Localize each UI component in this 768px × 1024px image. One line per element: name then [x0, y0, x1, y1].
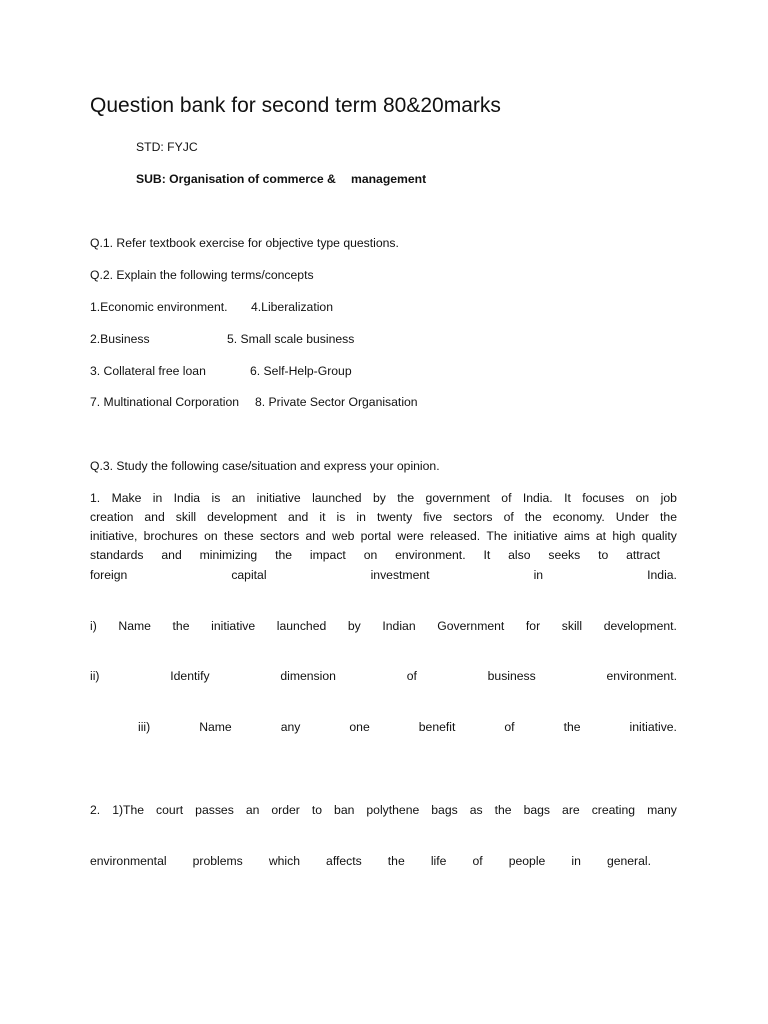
word: initiative	[211, 619, 256, 633]
term-right: 8. Private Sector Organisation	[255, 395, 418, 409]
sub-question-i	[90, 617, 677, 636]
word: business	[487, 669, 536, 683]
std-label: STD: FYJC	[136, 140, 198, 154]
word: the	[172, 619, 190, 633]
word: five	[423, 510, 443, 524]
term-left: 2.Business	[90, 332, 150, 346]
word: court	[156, 803, 184, 817]
word: Under	[615, 510, 649, 524]
word: the	[387, 854, 405, 868]
word: the	[524, 510, 542, 524]
word: and	[288, 510, 309, 524]
sub-question-ii	[90, 667, 677, 686]
word: were	[397, 529, 424, 543]
word: Name	[199, 720, 232, 734]
subject-label-suffix: management	[351, 172, 427, 186]
word: is	[211, 491, 221, 505]
word: web	[332, 529, 355, 543]
word: creating	[591, 803, 636, 817]
word: portal	[360, 529, 392, 543]
word: the	[397, 491, 415, 505]
word: ii)	[90, 669, 100, 683]
sub-question-iii	[138, 718, 677, 737]
word: development.	[603, 619, 677, 633]
word: order	[271, 803, 300, 817]
word: on	[635, 491, 650, 505]
word: the	[660, 510, 677, 524]
case2-line	[90, 852, 651, 871]
word: sectors	[259, 529, 300, 543]
word: 1.	[90, 491, 101, 505]
word: released.	[430, 529, 481, 543]
word: of	[501, 491, 512, 505]
word: Name	[118, 619, 151, 633]
word: passes	[195, 803, 234, 817]
word: these	[223, 529, 254, 543]
word: 2.	[90, 803, 101, 817]
word: polythene	[366, 803, 420, 817]
term-right: 6. Self-Help-Group	[250, 364, 352, 378]
word: on	[204, 529, 218, 543]
case1-line	[90, 546, 660, 565]
word: environment.	[606, 669, 677, 683]
word: aims	[563, 529, 590, 543]
word: initiative,	[90, 529, 138, 543]
word: attract	[626, 548, 660, 562]
question-1: Q.1. Refer textbook exercise for objective type questions.	[90, 236, 399, 250]
word: initiative	[256, 491, 301, 505]
word: on	[363, 548, 378, 562]
word: i)	[90, 619, 97, 633]
case1-line	[90, 527, 677, 546]
word: also	[508, 548, 531, 562]
term-left: 1.Economic environment.	[90, 300, 228, 314]
word: the	[563, 720, 581, 734]
word: 1)The	[112, 803, 145, 817]
word: and	[144, 510, 165, 524]
word: Make	[111, 491, 142, 505]
word: India.	[522, 491, 553, 505]
word: one	[349, 720, 370, 734]
word: any	[280, 720, 301, 734]
word: bags	[523, 803, 551, 817]
word: to	[311, 803, 323, 817]
case1-line	[90, 566, 677, 585]
word: It	[564, 491, 571, 505]
word: standards	[90, 548, 144, 562]
word: It	[483, 548, 491, 562]
word: are	[562, 803, 580, 817]
word: creation	[90, 510, 134, 524]
word: seeks	[548, 548, 581, 562]
word: environmental	[90, 854, 167, 868]
word: foreign	[90, 568, 128, 582]
word: twenty	[376, 510, 413, 524]
case2-line	[90, 801, 677, 820]
word: affects	[326, 854, 362, 868]
page-title: Question bank for second term 80&20marks	[90, 94, 501, 117]
word: at	[595, 529, 607, 543]
word: and	[161, 548, 182, 562]
word: economy.	[552, 510, 605, 524]
word: launched	[276, 619, 327, 633]
word: Identify	[170, 669, 210, 683]
word: iii)	[138, 720, 151, 734]
word: of	[406, 669, 417, 683]
word: The	[486, 529, 508, 543]
word: by	[372, 491, 386, 505]
word: skill	[175, 510, 197, 524]
word: of	[503, 510, 514, 524]
word: it	[319, 510, 326, 524]
term-right: 5. Small scale business	[227, 332, 355, 346]
question-3: Q.3. Study the following case/situation and express your opinion.	[90, 459, 440, 473]
word: India.	[647, 568, 677, 582]
question-2: Q.2. Explain the following terms/concepts	[90, 268, 314, 282]
word: benefit	[418, 720, 456, 734]
word: Indian	[382, 619, 416, 633]
case1-line	[90, 508, 677, 527]
word: which	[268, 854, 300, 868]
term-left: 7. Multinational Corporation	[90, 395, 240, 409]
case1-line	[90, 489, 677, 508]
word: and	[305, 529, 326, 543]
term-right: 4.Liberalization	[251, 300, 333, 314]
word: focuses	[582, 491, 625, 505]
word: people	[508, 854, 546, 868]
word: an	[245, 803, 260, 817]
word: bags	[431, 803, 458, 817]
word: in	[356, 510, 366, 524]
word: problems	[192, 854, 243, 868]
word: launched	[312, 491, 362, 505]
word: skill	[561, 619, 583, 633]
term-left: 3. Collateral free loan	[90, 364, 206, 378]
word: initiative	[513, 529, 558, 543]
word: high	[612, 529, 636, 543]
word: the	[494, 803, 512, 817]
word: minimizing	[199, 548, 258, 562]
word: India	[173, 491, 201, 505]
word: initiative.	[629, 720, 677, 734]
word: impact	[309, 548, 346, 562]
word: development	[207, 510, 277, 524]
word: general.	[606, 854, 651, 868]
word: brochures	[143, 529, 198, 543]
word: the	[275, 548, 293, 562]
word: ban	[334, 803, 355, 817]
word: job	[660, 491, 677, 505]
word: in	[533, 568, 544, 582]
word: by	[347, 619, 361, 633]
word: is	[336, 510, 346, 524]
word: capital	[231, 568, 267, 582]
word: life	[430, 854, 447, 868]
word: an	[231, 491, 246, 505]
word: quality	[641, 529, 677, 543]
word: sectors	[453, 510, 493, 524]
word: of	[472, 854, 483, 868]
word: in	[571, 854, 581, 868]
word: for	[525, 619, 541, 633]
word: as	[469, 803, 483, 817]
word: in	[152, 491, 163, 505]
word: investment	[370, 568, 430, 582]
word: environment.	[395, 548, 466, 562]
word: many	[647, 803, 677, 817]
word: of	[504, 720, 515, 734]
word: to	[598, 548, 609, 562]
subject-label: SUB: Organisation of commerce &	[136, 172, 336, 186]
word: dimension	[280, 669, 336, 683]
word: Government	[437, 619, 505, 633]
word: government	[425, 491, 490, 505]
